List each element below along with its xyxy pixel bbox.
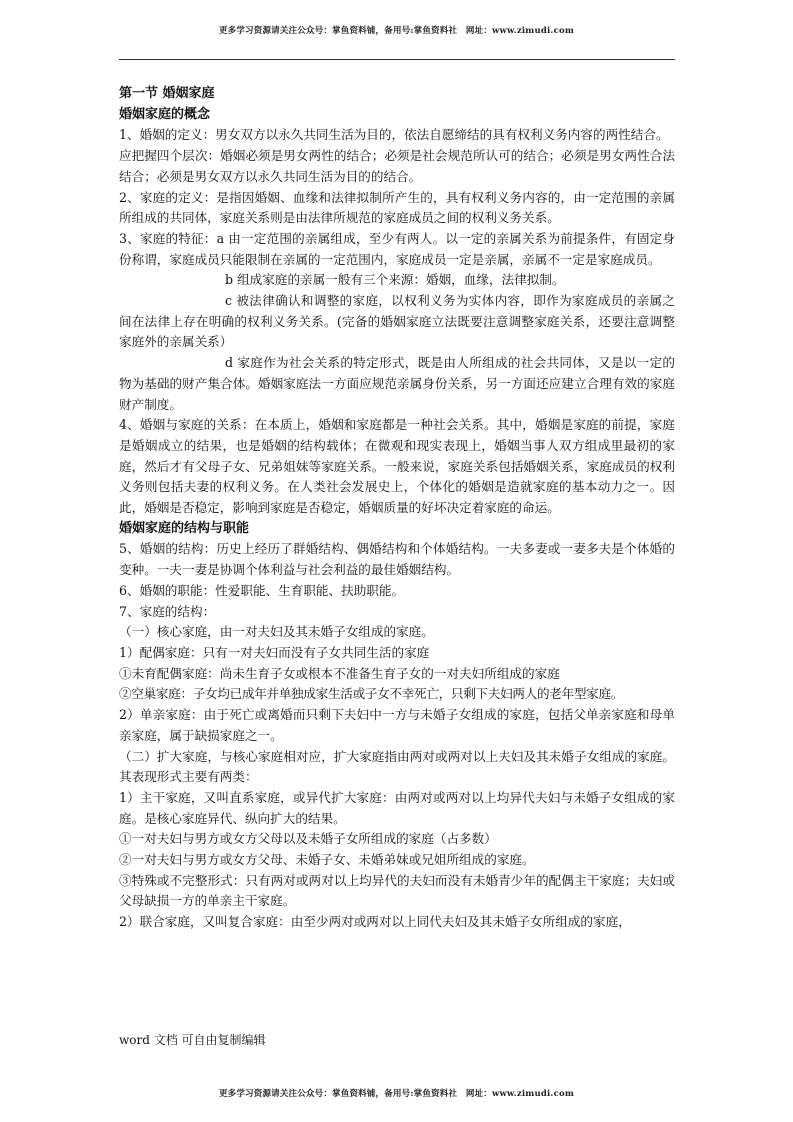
subheading: 婚姻家庭的结构与职能 bbox=[119, 520, 250, 536]
paragraph: 2）联合家庭，又叫复合家庭：由至少两对或两对以上同代夫妇及其未婚子女所组成的家庭， bbox=[119, 914, 631, 930]
bottom-note: word 文档 可自由复制编辑 bbox=[119, 1033, 266, 1047]
page-header-banner: 更多学习资源请关注公众号：掌鱼资料铺，备用号:掌鱼资料社 网址：www.zimudi.com bbox=[218, 26, 575, 36]
paragraph: ②一对夫妇与男方或女方父母、未婚子女、未婚弟妹或兄姐所组成的家庭。 bbox=[119, 852, 535, 868]
paragraph: 1）配偶家庭：只有一对夫妇而没有子女共同生活的家庭 bbox=[119, 644, 430, 660]
paragraph: c 被法律确认和调整的家庭，以权利义务为实体内容，即作为家庭成员的亲属之间在法律上存在明确的权利义务关系。(完备的婚姻家庭立法既要注意调整家庭关系，还要注意调整家庭外的亲属关系） bbox=[119, 293, 675, 350]
paragraph: 1、婚姻的定义：男女双方以永久共同生活为目的，依法自愿缔结的具有权利义务内容的两性结合。 bbox=[119, 127, 669, 143]
subheading: 婚姻家庭的概念 bbox=[119, 106, 211, 122]
paragraph: ①一对夫妇与男方或女方父母以及未婚子女所组成的家庭（占多数） bbox=[119, 831, 497, 847]
paragraph: 2）单亲家庭：由于死亡或离婚而只剩下夫妇中一方与未婚子女组成的家庭，包括父单亲家庭和母单亲家庭，属于缺损家庭之一。 bbox=[119, 707, 675, 743]
header-rule bbox=[119, 59, 675, 60]
paragraph: 7、家庭的结构： bbox=[119, 603, 216, 619]
document-body bbox=[119, 84, 675, 933]
paragraph: 4、婚姻与家庭的关系：在本质上，婚姻和家庭都是一种社会关系。其中，婚姻是家庭的前提，家庭是婚姻成立的结果，也是婚姻的结构载体；在微观和现实表现上，婚姻当事人双方组成里最初的家庭，然后才有父母子女、兄弟姐妹等家庭关系。一般来说，家庭关系包括婚姻关系，家庭成员的权利义务则包括夫妻的权利义务。在人类社会发展史上，个体化的婚姻是造就家庭的基本动力之一。因此，婚姻是否稳定，影响到家庭是否稳定，婚姻质量的好坏决定着家庭的命运。 bbox=[119, 417, 675, 516]
paragraph: 6、婚姻的职能：性爱职能、生育职能、扶助职能。 bbox=[119, 582, 405, 598]
paragraph: d 家庭作为社会关系的特定形式，既是由人所组成的社会共同体，又是以一定的物为基础的财产集合体。婚姻家庭法一方面应规范亲属身份关系，另一方面还应建立合理有效的家庭财产制度。 bbox=[119, 355, 675, 412]
paragraph: 应把握四个层次：婚姻必须是男女两性的结合；必须是社会规范所认可的结合；必须是男女两性合法结合；必须是男女双方以永久共同生活为目的的结合。 bbox=[119, 148, 675, 184]
section-title: 第一节 婚姻家庭 bbox=[119, 86, 215, 101]
paragraph: 5、婚姻的结构：历史上经历了群婚结构、偶婚结构和个体婚结构。一夫多妻或一妻多夫是个体婚的变种。一夫一妻是协调个体利益与社会利益的最佳婚姻结构。 bbox=[119, 541, 675, 578]
paragraph: （二）扩大家庭，与核心家庭相对应，扩大家庭指由两对或两对以上夫妇及其未婚子女组成的家庭。其表现形式主要有两类： bbox=[119, 748, 675, 785]
page-footer-banner: 更多学习资源请关注公众号：掌鱼资料铺，备用号:掌鱼资料社 网址：www.zimudi.com bbox=[218, 1089, 575, 1099]
paragraph: ③特殊或不完整形式：只有两对或两对以上均异代的夫妇而没有未婚青少年的配偶主干家庭；夫妇或父母缺损一方的单亲主干家庭。 bbox=[119, 872, 675, 909]
paragraph: b 组成家庭的亲属一般有三个来源：婚姻，血缘，法律拟制。 bbox=[225, 272, 565, 288]
paragraph: ①未育配偶家庭：尚未生育子女或根本不准备生育子女的一对夫妇所组成的家庭 bbox=[119, 665, 560, 681]
paragraph: 1）主干家庭，又叫直系家庭，或异代扩大家庭：由两对或两对以上均异代夫妇与未婚子女组成的家庭。是核心家庭异代、纵向扩大的结果。 bbox=[119, 789, 675, 826]
paragraph: ②空巢家庭：子女均已成年并单独成家生活或子女不幸死亡，只剩下夫妇两人的老年型家庭。 bbox=[119, 686, 624, 702]
paragraph: （一）核心家庭，由一对夫妇及其未婚子女组成的家庭。 bbox=[119, 624, 434, 640]
paragraph: 3、家庭的特征：a 由一定范围的亲属组成，至少有两人。以一定的亲属关系为前提条件，有固定身份称谓，家庭成员只能限制在亲属的一定范围内，家庭成员一定是亲属，亲属不一定是家庭成员。 bbox=[119, 230, 675, 267]
paragraph: 2、家庭的定义：是指因婚姻、血缘和法律拟制所产生的，具有权利义务内容的，由一定范围的亲属所组成的共同体，家庭关系则是由法律所规范的家庭成员之间的权利义务关系。 bbox=[119, 189, 675, 226]
